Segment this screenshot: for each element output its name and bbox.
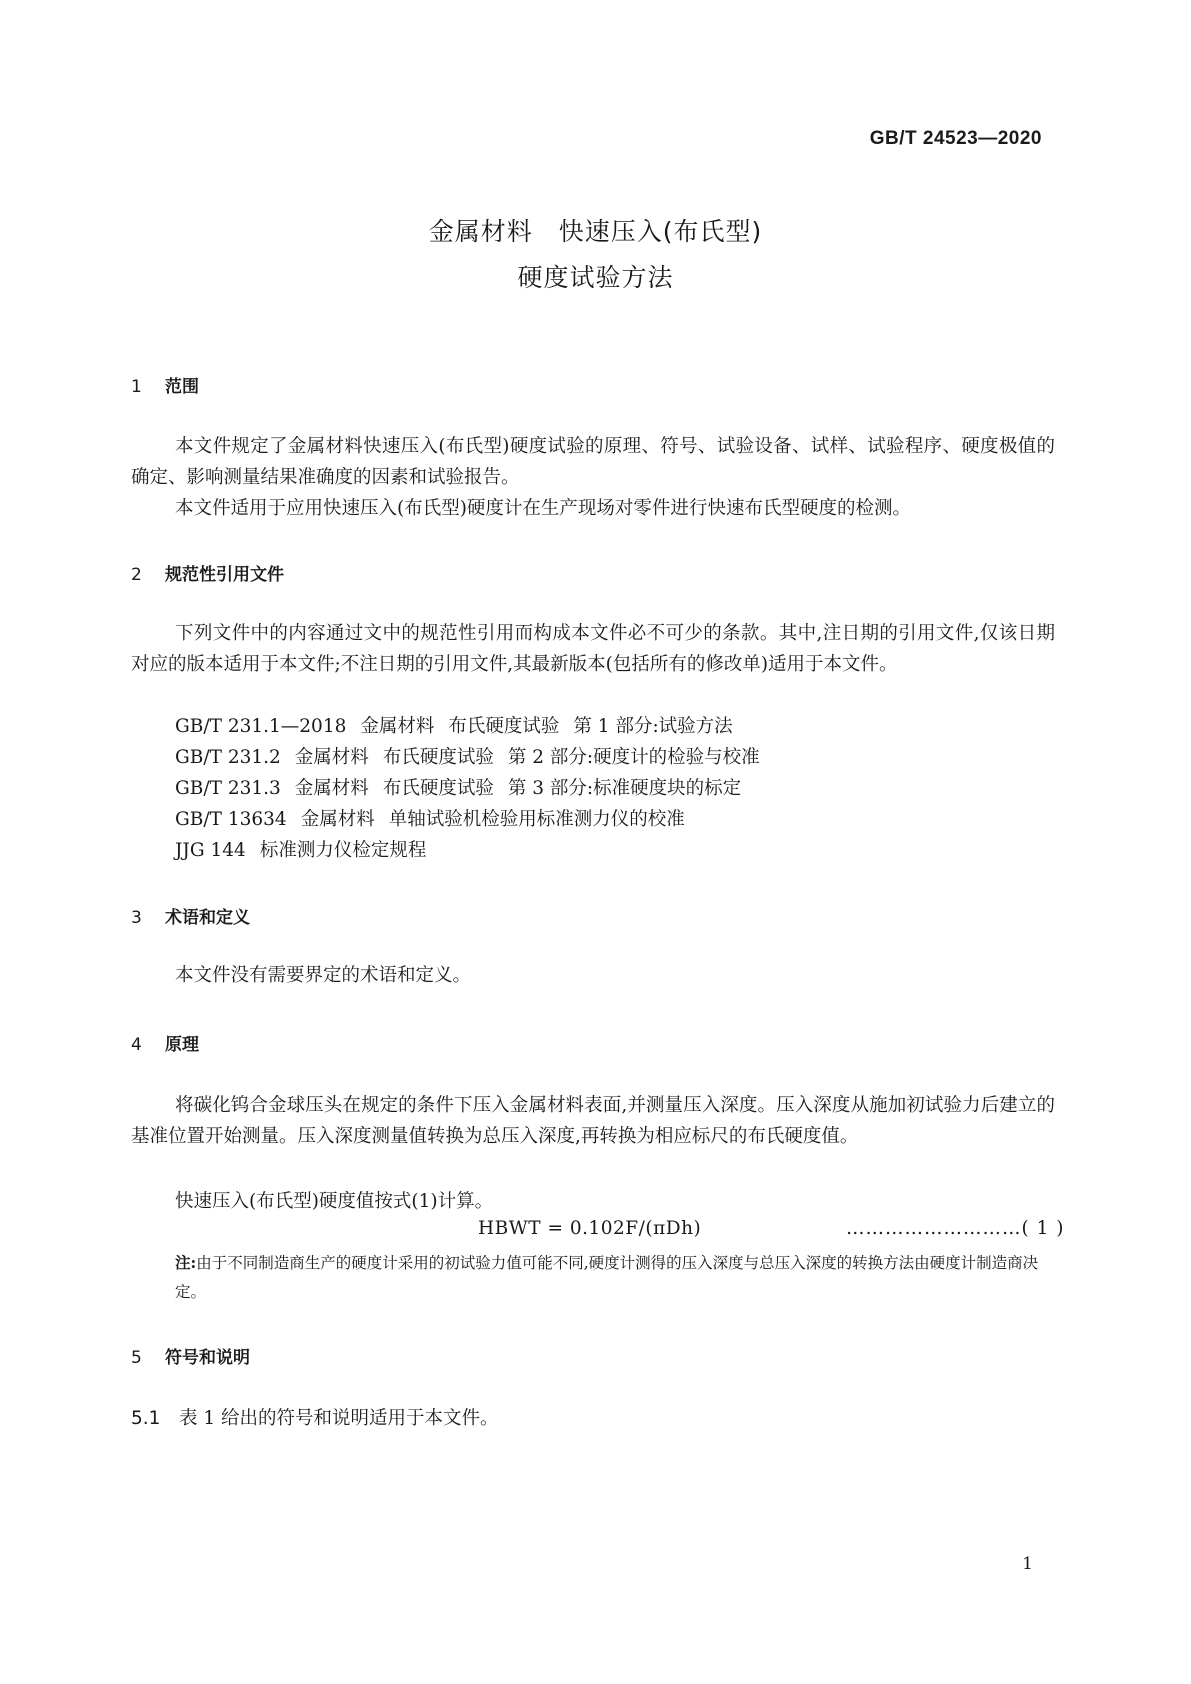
section-title: 原理 (165, 1035, 199, 1055)
clause-5-1 (131, 1404, 499, 1430)
formula-index: ( 1 ) (1021, 1218, 1065, 1239)
formula-leader-dots: ……………………… (846, 1218, 1022, 1239)
reference-item (175, 712, 747, 738)
reference-title: 第 2 部分:硬度计的检验与校准 (507, 747, 760, 768)
document-title-line1: 金属材料 快速压入(布氏型) (428, 217, 763, 246)
section-title: 术语和定义 (165, 908, 250, 928)
section-1-paragraph-2: 本文件适用于应用快速压入(布氏型)硬度计在生产现场对零件进行快速布氏型硬度的检测。 (175, 498, 911, 519)
reference-code: GB/T 231.1—2018 (175, 716, 347, 737)
reference-code: GB/T 231.2 (175, 747, 281, 768)
section-4-paragraph-2: 快速压入(布氏型)硬度值按式(1)计算。 (175, 1191, 494, 1212)
section-2-heading (131, 560, 284, 585)
reference-title: 第 3 部分:标准硬度块的标定 (507, 778, 742, 799)
reference-title: 金属材料 (294, 747, 369, 768)
note-label: 注: (175, 1253, 197, 1272)
reference-title: 第 1 部分:试验方法 (573, 716, 733, 737)
section-1-heading (131, 372, 199, 397)
section-1-paragraph-1: 本文件规定了金属材料快速压入(布氏型)硬度试验的原理、符号、试验设备、试样、试验程序、硬度极值的确定、影响测量结果准确度的因素和试验报告。 (131, 436, 1055, 488)
section-4-paragraph-1: 将碳化钨合金球压头在规定的条件下压入金属材料表面,并测量压入深度。压入深度从施加初试验力后建立的基准位置开始测量。压入深度测量值转换为总压入深度,再转换为相应标尺的布氏硬度值。 (131, 1095, 1055, 1147)
reference-title: 金属材料 (294, 778, 369, 799)
clause-text: 表 1 给出的符号和说明适用于本文件。 (179, 1408, 499, 1429)
reference-item (175, 805, 699, 831)
reference-item (175, 774, 755, 800)
section-number: 4 (131, 1035, 142, 1055)
reference-item (175, 836, 440, 862)
note-text: 由于不同制造商生产的硬度计采用的初试验力值可能不同,硬度计测得的压入深度与总压入深度的转换方法由硬度计制造商决定。 (175, 1254, 1039, 1301)
reference-code: JJG 144 (175, 840, 246, 861)
section-4-heading (131, 1030, 199, 1055)
reference-title: 金属材料 (360, 716, 435, 737)
reference-title: 标准测力仪检定规程 (259, 840, 427, 861)
section-3-heading (131, 903, 250, 928)
section-number: 5 (131, 1348, 142, 1368)
section-number: 3 (131, 908, 142, 928)
section-title: 范围 (165, 377, 199, 397)
reference-title: 布氏硬度试验 (382, 747, 494, 768)
section-5-heading (131, 1343, 250, 1368)
reference-title: 布氏硬度试验 (448, 716, 560, 737)
section-number: 1 (131, 377, 142, 397)
reference-title: 金属材料 (300, 809, 375, 830)
reference-title: 单轴试验机检验用标准测力仪的校准 (388, 809, 685, 830)
document-title-line2: 硬度试验方法 (517, 263, 674, 292)
page-number: 1 (1022, 1554, 1033, 1574)
section-number: 2 (131, 565, 142, 585)
formula-1: HBWT = 0.102F/(πDh) (478, 1218, 702, 1239)
reference-item (175, 743, 774, 769)
section-2-paragraph-1: 下列文件中的内容通过文中的规范性引用而构成本文件必不可少的条款。其中,注日期的引用文件,仅该日期对应的版本适用于本文件;不注日期的引用文件,其最新版本(包括所有的修改单)适用于本文件。 (131, 623, 1055, 675)
reference-code: GB/T 231.3 (175, 778, 281, 799)
formula-number (846, 1218, 1064, 1239)
reference-title: 布氏硬度试验 (382, 778, 494, 799)
section-title: 符号和说明 (165, 1348, 250, 1368)
reference-code: GB/T 13634 (175, 809, 287, 830)
section-title: 规范性引用文件 (165, 565, 284, 585)
section-3-paragraph-1: 本文件没有需要界定的术语和定义。 (175, 965, 472, 986)
standard-code: GB/T 24523—2020 (869, 128, 1042, 149)
clause-number: 5.1 (131, 1408, 161, 1429)
section-4-note (175, 1248, 1055, 1307)
